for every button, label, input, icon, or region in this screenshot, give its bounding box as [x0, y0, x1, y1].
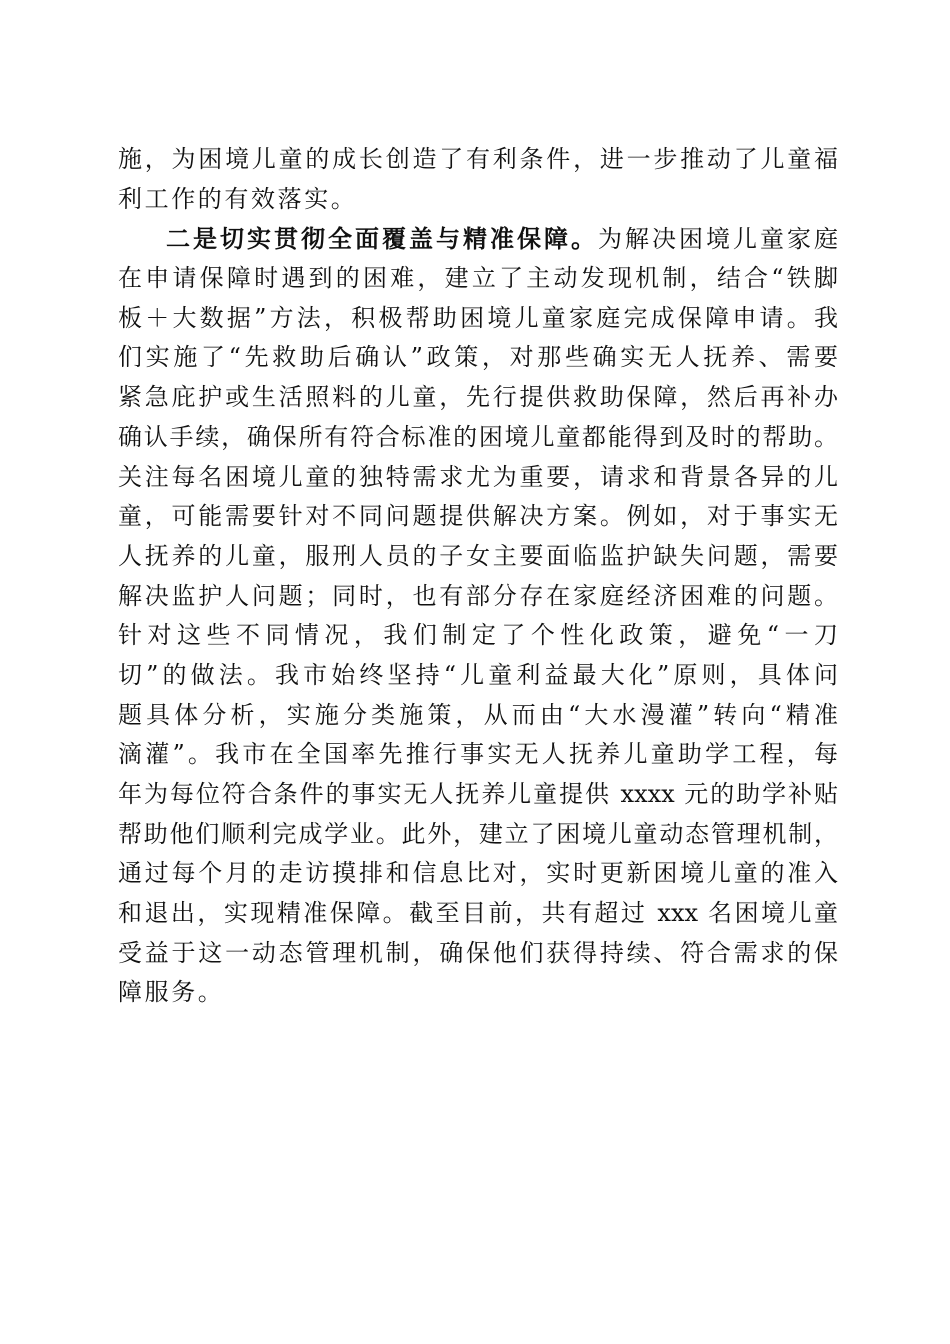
text-line: 人抚养的儿童，服刑人员的子女主要面临监护缺失问题，需要: [118, 541, 838, 570]
section-heading: 二是切实贯彻全面覆盖与精准保障。: [166, 224, 598, 254]
text-line: 切”的做法。我市始终坚持“儿童利益最大化”原则，具体问: [118, 660, 838, 689]
body-text: [118, 140, 838, 1013]
text-line: 童，可能需要针对不同问题提供解决方案。例如，对于事实无: [118, 502, 838, 531]
text-line: 利工作的有效落实。: [118, 184, 358, 213]
text-line: 障服务。: [118, 978, 225, 1007]
text-line: 关注每名困境儿童的独特需求尤为重要，请求和背景各异的儿: [118, 462, 838, 491]
text-line: 年为每位符合条件的事实无人抚养儿童提供 xxxx 元的助学补贴: [118, 780, 838, 808]
text-line: 受益于这一动态管理机制，确保他们获得持续、符合需求的保: [118, 938, 838, 967]
text-line: 和退出，实现精准保障。截至目前，共有超过 xxx 名困境儿童: [118, 899, 838, 928]
section-heading-line: [118, 219, 838, 259]
text-line: 紧急庇护或生活照料的儿童，先行提供救助保障，然后再补办: [118, 383, 838, 412]
text-line: 针对这些不同情况，我们制定了个性化政策，避免“一刀: [118, 621, 838, 650]
text-line: 在申请保障时遇到的困难，建立了主动发现机制，结合“铁脚: [118, 264, 838, 293]
text-line: 确认手续，确保所有符合标准的困境儿童都能得到及时的帮助。: [118, 422, 838, 451]
text-line: 板＋大数据”方法，积极帮助困境儿童家庭完成保障申请。我: [118, 303, 838, 332]
section-heading-continuation: 为解决困境儿童家庭: [598, 225, 838, 254]
text-line: 解决监护人问题；同时，也有部分存在家庭经济困难的问题。: [118, 581, 838, 610]
text-line: 帮助他们顺利完成学业。此外，建立了困境儿童动态管理机制，: [118, 819, 838, 848]
text-line: 施，为困境儿童的成长创造了有利条件，进一步推动了儿童福: [118, 145, 838, 173]
text-line: 滴灌”。我市在全国率先推行事实无人抚养儿童助学工程，每: [118, 740, 838, 769]
text-line: 题具体分析，实施分类施策，从而由“大水漫灌”转向“精准: [118, 700, 838, 729]
text-line: 通过每个月的走访摸排和信息比对，实时更新困境儿童的准入: [118, 859, 838, 888]
text-line: 们实施了“先救助后确认”政策，对那些确实无人抚养、需要: [118, 343, 838, 372]
